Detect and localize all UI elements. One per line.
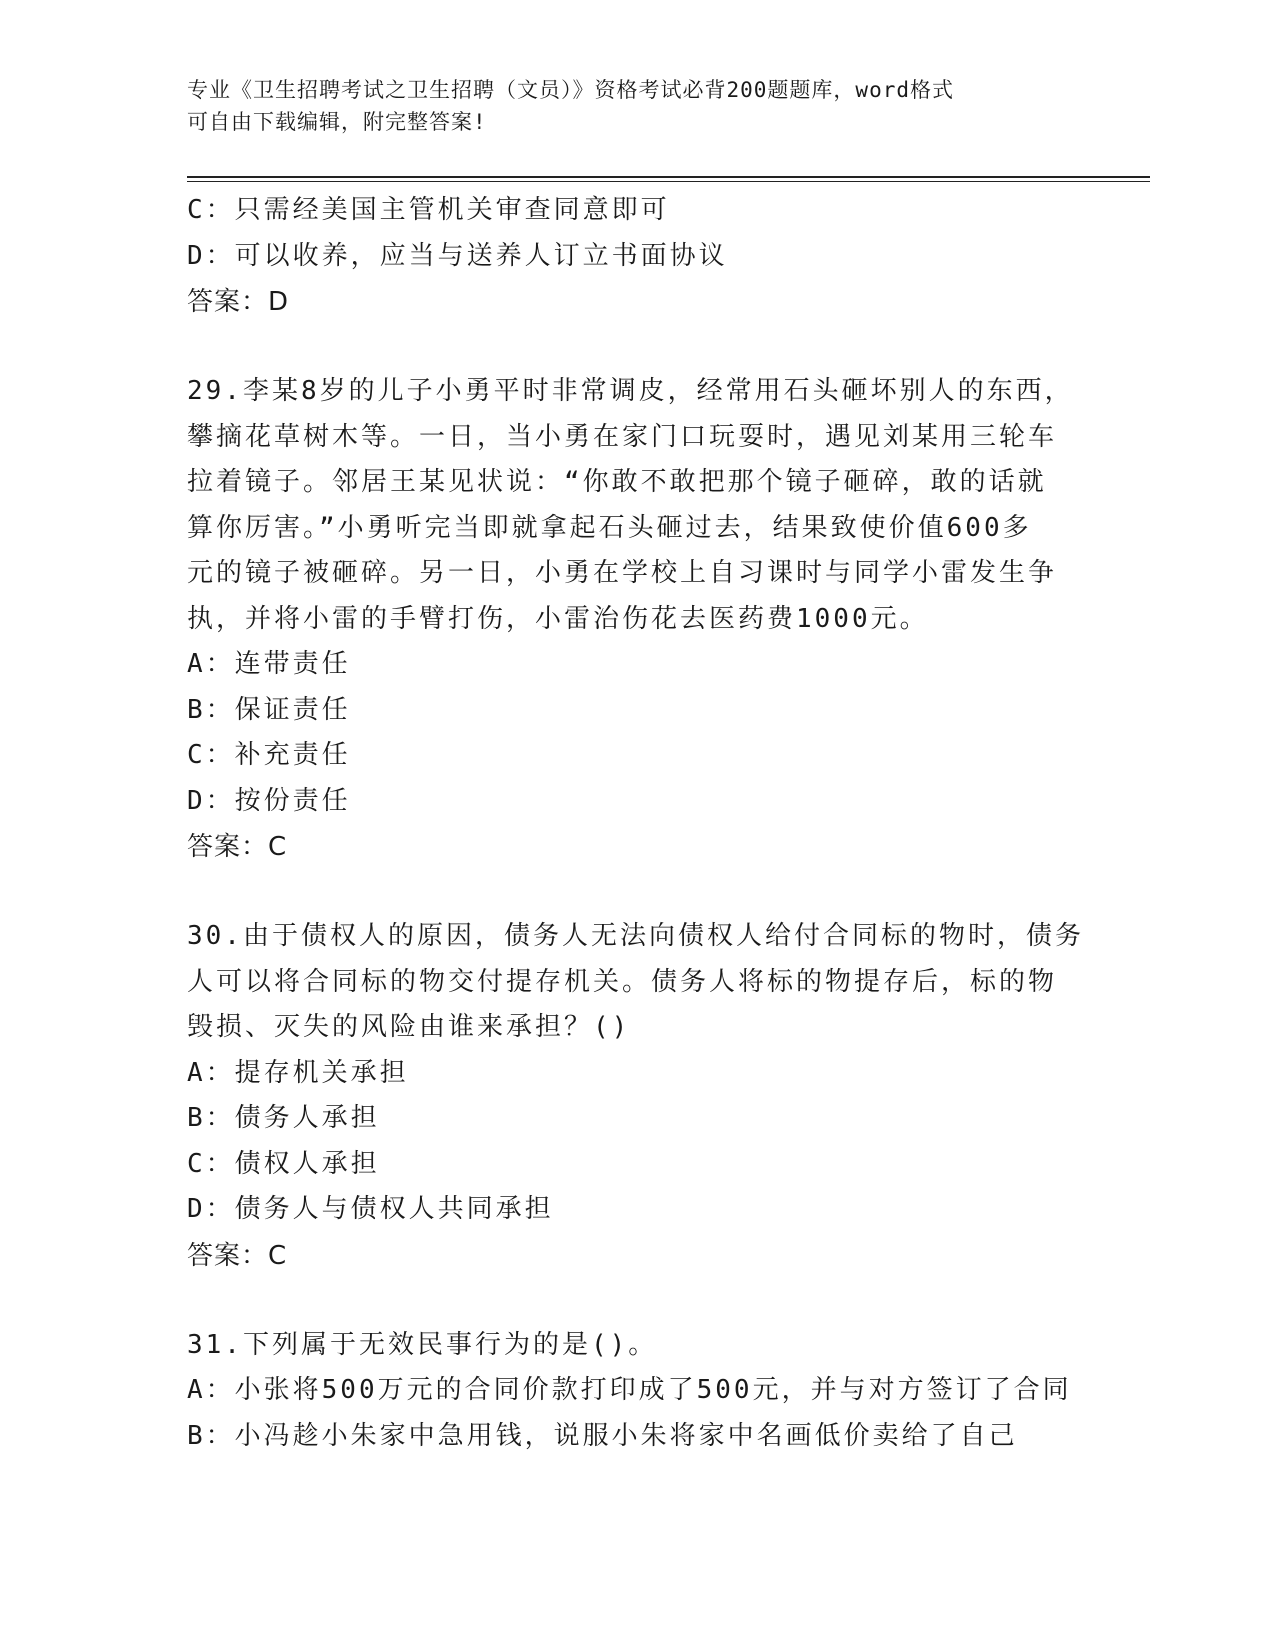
question-line: 算你厉害。”小勇听完当即就拿起石头砸过去，结果致使价值600多	[187, 512, 1032, 543]
question-line: 拉着镜子。邻居王某见状说：“你敢不敢把那个镜子砸碎，敢的话就	[187, 467, 1047, 497]
option-a: A：连带责任	[187, 649, 351, 679]
answer: 答案：C	[187, 1240, 288, 1271]
option-b: B：债务人承担	[187, 1103, 380, 1133]
question-line: 29.李某8岁的儿子小勇平时非常调皮，经常用石头砸坏别人的东西，	[187, 376, 1074, 406]
header-line-2: 可自由下载编辑，附完整答案!	[187, 110, 487, 134]
question-text	[187, 1323, 1087, 1369]
question-28-tail	[187, 188, 1087, 325]
spacer	[187, 325, 1087, 369]
question-line: 毁损、灭失的风险由谁来承担？()	[187, 1012, 631, 1042]
header-rule-thin	[187, 181, 1150, 182]
header-line-1: 专业《卫生招聘考试之卫生招聘（文员）》资格考试必背200题题库，word格式	[187, 78, 954, 102]
spacer	[187, 1279, 1087, 1323]
question-line: 执，并将小雷的手臂打伤，小雷治伤花去医药费1000元。	[187, 603, 929, 634]
question-text	[187, 914, 1087, 1051]
option-c: C：债权人承担	[187, 1148, 380, 1179]
answer: 答案：C	[187, 832, 288, 862]
question-text	[187, 369, 1087, 642]
spacer	[187, 870, 1087, 914]
option-a: A：小张将500万元的合同价款打印成了500元，并与对方签订了合同	[187, 1375, 1072, 1405]
question-line: 攀摘花草树木等。一日，当小勇在家门口玩耍时，遇见刘某用三轮车	[187, 421, 1058, 452]
question-line: 30.由于债权人的原因，债务人无法向债权人给付合同标的物时，债务	[187, 921, 1084, 951]
answer: 答案：D	[187, 287, 290, 317]
option-d: D：可以收养，应当与送养人订立书面协议	[187, 240, 728, 271]
question-line: 人可以将合同标的物交付提存机关。债务人将标的物提存后，标的物	[187, 966, 1058, 997]
document-header	[187, 74, 1067, 138]
header-rule-thick	[187, 176, 1150, 178]
option-b: B：保证责任	[187, 694, 351, 725]
option-d: D：按份责任	[187, 785, 351, 816]
option-c: C：只需经美国主管机关审查同意即可	[187, 195, 670, 225]
question-31	[187, 1323, 1087, 1460]
option-c: C：补充责任	[187, 740, 351, 770]
question-content	[187, 188, 1087, 1459]
option-b: B：小冯趁小朱家中急用钱，说服小朱将家中名画低价卖给了自己	[187, 1420, 1018, 1451]
question-29	[187, 369, 1087, 870]
question-line: 元的镜子被砸碎。另一日，小勇在学校上自习课时与同学小雷发生争	[187, 558, 1058, 588]
option-a: A：提存机关承担	[187, 1057, 409, 1088]
option-d: D：债务人与债权人共同承担	[187, 1194, 554, 1224]
question-30	[187, 914, 1087, 1279]
question-line: 31.下列属于无效民事行为的是()。	[187, 1329, 658, 1360]
